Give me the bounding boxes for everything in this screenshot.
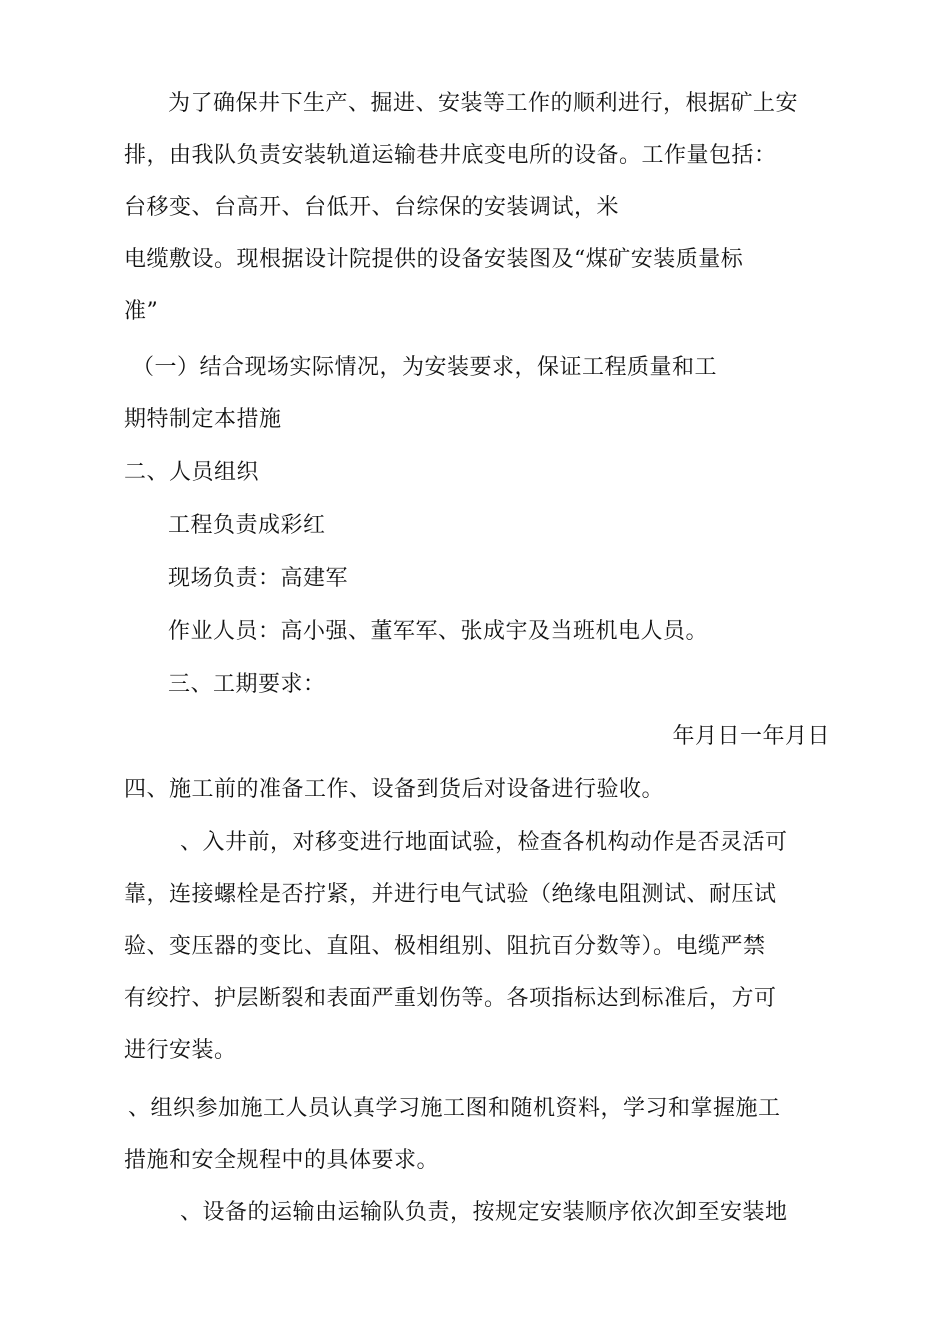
text-line: 排，由我队负责安装轨道运输巷井底变电所的设备。工作量包括： [124,143,777,168]
text-line: 期特制定本措施 [124,407,282,432]
text-line: 工程负责成彩红 [168,513,326,538]
text-line: 作业人员：高小强、董军军、张成宇及当班机电人员。 [168,619,709,644]
text-line: 进行安装。 [124,1038,237,1063]
text-line: （一）结合现场实际情况，为安装要求，保证工程质量和工 [132,355,718,380]
section-heading: 二、人员组织 [124,460,260,485]
date-range: 年月日一年月日 [672,724,830,749]
text-line: 验、变压器的变比、直阻、极相组别、阻抗百分数等）。电缆严禁 [124,934,766,959]
text-line: 电缆敷设。现根据设计院提供的设备安装图及“煤矿安装质量标 [124,247,744,272]
text-line: 措施和安全规程中的具体要求。 [124,1148,440,1173]
text-line: 为了确保井下生产、掘进、安装等工作的顺利进行，根据矿上安 [168,91,799,116]
text-line: 、组织参加施工人员认真学习施工图和随机资料，学习和掌握施工 [128,1096,781,1121]
text-line: 有绞拧、护层断裂和表面严重划伤等。各项指标达到标准后，方可 [124,986,777,1011]
section-heading: 三、工期要求： [168,672,326,697]
text-line: 、设备的运输由运输队负责，按规定安装顺序依次卸至安装地 [180,1200,788,1225]
text-line: 靠，连接螺栓是否拧紧，并进行电气试验（绝缘电阻测试、耐压试 [124,882,777,907]
section-heading: 四、施工前的准备工作、设备到货后对设备进行验收。 [124,777,665,802]
text-line: 现场负责：高建军 [168,566,349,591]
text-line: 准” [124,299,159,324]
text-line: 、入井前，对移变进行地面试验，检查各机构动作是否灵活可 [180,830,788,855]
text-line: 台移变、台高开、台低开、台综保的安装调试，米 [124,195,620,220]
